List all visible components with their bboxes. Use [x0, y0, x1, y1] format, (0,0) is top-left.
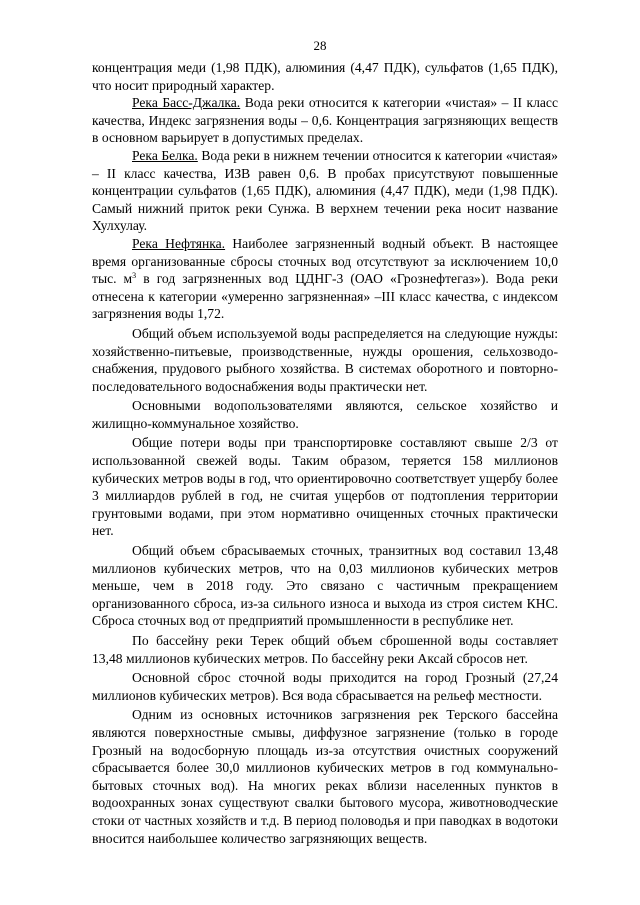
- superscript: 3: [132, 271, 137, 281]
- paragraph-text: Наиболее загрязненный водный объект. В настоящее время организованные сбросы сточных вод отсутствуют за исключением 10,0 тыс. м: [92, 235, 558, 287]
- river-heading-belka: Река Белка.: [132, 147, 198, 163]
- paragraph-grozny-discharge: [92, 669, 558, 704]
- paragraph-text: концентрация меди (1,98 ПДК), алюминия (4,47 ПДК), сульфатов (1,65 ПДК), что носит природный характер.: [92, 60, 558, 93]
- paragraph-river-neftyanka: [92, 235, 558, 323]
- paragraph-river-belka: [92, 147, 558, 235]
- page-number: 28: [313, 38, 327, 53]
- paragraph-text: в год загрязненных вод ЦДНГ-3 (ОАО «Грознефтегаз»). Вода реки отнесена к категории «умеренно загрязненная» –III класс качества, с индексом загрязнения воды 1,72.: [92, 271, 558, 322]
- paragraph-terek-basin: [92, 632, 558, 667]
- paragraph-text: Общий объем сбрасываемых сточных, транзитных вод составил 13,48 миллионов кубических метров, что на 0,03 миллионов кубических метров меньше, чем в 2018 году. Это связано с частичным прекращением организованного сброса, из-за сильного износа и выхода из строя систем КНС. Сброса сточных вод от предприятий промышленности в республике нет.: [92, 543, 558, 629]
- paragraph-pollution-sources: [92, 706, 558, 847]
- paragraph-text: Основными водопользователями являются, сельское хозяйство и жилищно-коммунальное хозяйство.: [92, 398, 558, 431]
- paragraph-text: Основной сброс сточной воды приходится на город Грозный (27,24 миллионов кубических метров). Вся вода сбрасывается на рельеф местности.: [92, 670, 558, 703]
- paragraph-river-bass-dzhalka: [92, 94, 558, 147]
- paragraph-text: Одним из основных источников загрязнения рек Терского бассейна являются поверхностные смывы, диффузное загрязнение (только в городе Грозный на водосборную площадь из-за отсутствия очистных сооружений сбрасывается более 30,0 миллионов кубических метров в год коммунально-бытовых сточных вод). На многих реках вблизи населенных пунктов в водоохранных зонах существуют свалки бытового мусора, животноводческие стоки от частных хозяйств и т.д. В период половодья и при паводках в водотоки вносится наибольшее количество загрязняющих веществ.: [92, 707, 558, 846]
- paragraph-text: Вода реки относится к категории «чистая» – II класс качества, Индекс загрязнения воды – 0,6. Концентрация загрязняющих веществ в основном варьирует в допустимых пределах.: [92, 95, 558, 146]
- paragraph-copper-aluminium-sulfates: [92, 59, 558, 94]
- paragraph-main-water-users: [92, 397, 558, 432]
- paragraph-text: Вода реки в нижнем течении относится к категории «чистая» – II класс качества, ИЗВ равен 0,6. В пробах присутствуют повышенные концентрации сульфатов (1,65 ПДК), алюминия (4,47 ПДК), меди (1,98 ПДК). Самый нижний приток реки Сунжа. В верхнем течении река носит название Хулхулау.: [92, 147, 558, 234]
- document-body: [92, 59, 558, 847]
- paragraph-text: Общие потери воды при транспортировке составляют свыше 2/3 от использованной свежей воды. Таким образом, теряется 158 миллионов кубических метров воды в год, что ориентировочно соответствует ущербу более 3 миллиардов рублей в год, не считая ущербов от подтопления территории грунтовыми водами, при этом нормативно очищенных сточных практически нет.: [92, 435, 558, 539]
- river-heading-neftyanka: Река Нефтянка.: [132, 235, 226, 251]
- paragraph-water-losses: [92, 434, 558, 540]
- paragraph-text: По бассейну реки Терек общий объем сброшенной воды составляет 13,48 миллионов кубических метров. По бассейну реки Аксай сбросов нет.: [92, 633, 558, 666]
- paragraph-discharge-volume: [92, 542, 558, 630]
- paragraph-water-use: [92, 325, 558, 395]
- river-heading-bass-dzhalka: Река Басс-Джалка.: [132, 95, 241, 111]
- paragraph-text: Общий объем используемой воды распределяется на следующие нужды: хозяйственно-питьевые, производственные, нужды орошения, сельхозводо-снабжения, прудового рыбного хозяйства. В системах оборотного и повторно-последовательного водоснабжения воды практически нет.: [92, 325, 558, 394]
